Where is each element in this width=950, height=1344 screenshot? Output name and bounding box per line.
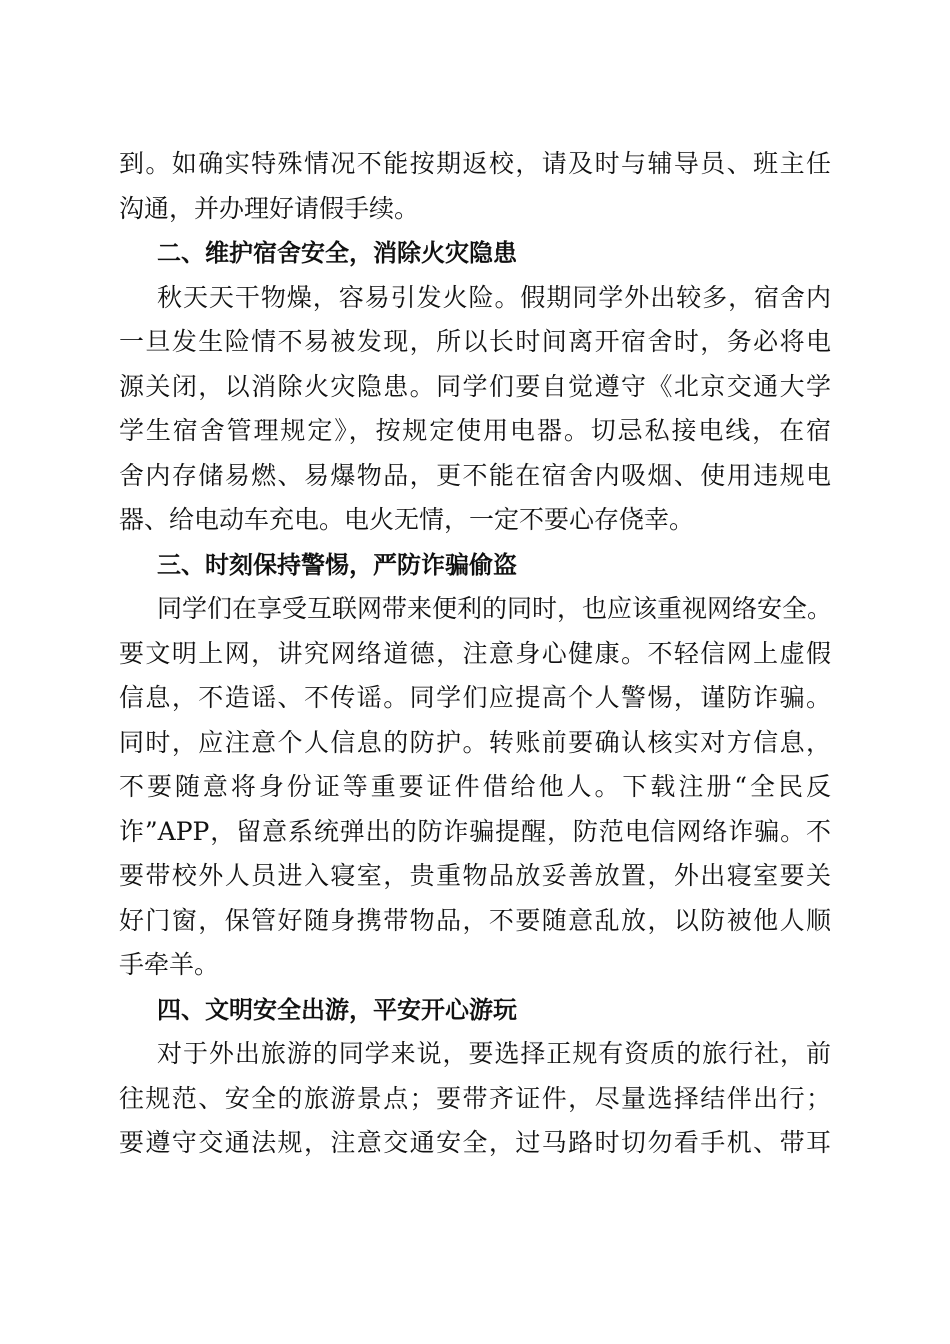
paragraph-line: 对于外出旅游的同学来说，要选择正规有资质的旅行社，前	[157, 1039, 831, 1068]
paragraph-line: 好门窗，保管好随身携带物品，不要随意乱放，以防被他人顺	[119, 905, 831, 935]
paragraph-line: 要遵守交通法规，注意交通安全，过马路时切勿看手机、带耳	[119, 1128, 831, 1157]
paragraph-line: 源关闭，以消除火灾隐患。同学们要自觉遵守《北京交通大学	[119, 371, 831, 401]
paragraph-line: 舍内存储易燃、易爆物品，更不能在宿舍内吸烟、使用违规电	[119, 460, 831, 490]
paragraph-line: 信息，不造谣、不传谣。同学们应提高个人警惕，谨防诈骗。	[119, 683, 831, 712]
paragraph-line: 同学们在享受互联网带来便利的同时，也应该重视网络安全。	[157, 594, 833, 623]
paragraph-line: 诈”APP，留意系统弹出的防诈骗提醒，防范电信网络诈骗。不	[119, 816, 831, 846]
section-4-heading: 四、文明安全出游，平安开心游玩	[157, 995, 517, 1024]
section-3-heading: 三、时刻保持警惕，严防诈骗偷盗	[157, 550, 517, 579]
paragraph-line: 器、给电动车充电。电火无情，一定不要心存侥幸。	[119, 505, 695, 534]
paragraph-line: 不要随意将身份证等重要证件借给他人。下载注册“全民反	[119, 772, 831, 801]
paragraph-line: 要带校外人员进入寝室，贵重物品放妥善放置，外出寝室要关	[119, 861, 831, 890]
document-body	[119, 142, 831, 1166]
section-2-heading: 二、维护宿舍安全，消除火灾隐患	[157, 239, 517, 267]
paragraph-line: 沟通，并办理好请假手续。	[119, 193, 420, 223]
paragraph-line: 要文明上网，讲究网络道德，注意身心健康。不轻信网上虚假	[119, 638, 831, 668]
paragraph-line: 学生宿舍管理规定》，按规定使用电器。切忌私接电线，在宿	[119, 416, 831, 445]
paragraph-line: 往规范、安全的旅游景点；要带齐证件，尽量选择结伴出行；	[119, 1083, 831, 1113]
paragraph-line: 一旦发生险情不易被发现，所以长时间离开宿舍时，务必将电	[119, 327, 831, 356]
paragraph-line: 秋天天干物燥，容易引发火险。假期同学外出较多，宿舍内	[157, 282, 831, 312]
paragraph-line: 同时，应注意个人信息的防护。转账前要确认核实对方信息，	[119, 727, 831, 757]
paragraph-line: 手牵羊。	[119, 950, 220, 979]
paragraph-line: 到。如确实特殊情况不能按期返校，请及时与辅导员、班主任	[119, 149, 831, 178]
